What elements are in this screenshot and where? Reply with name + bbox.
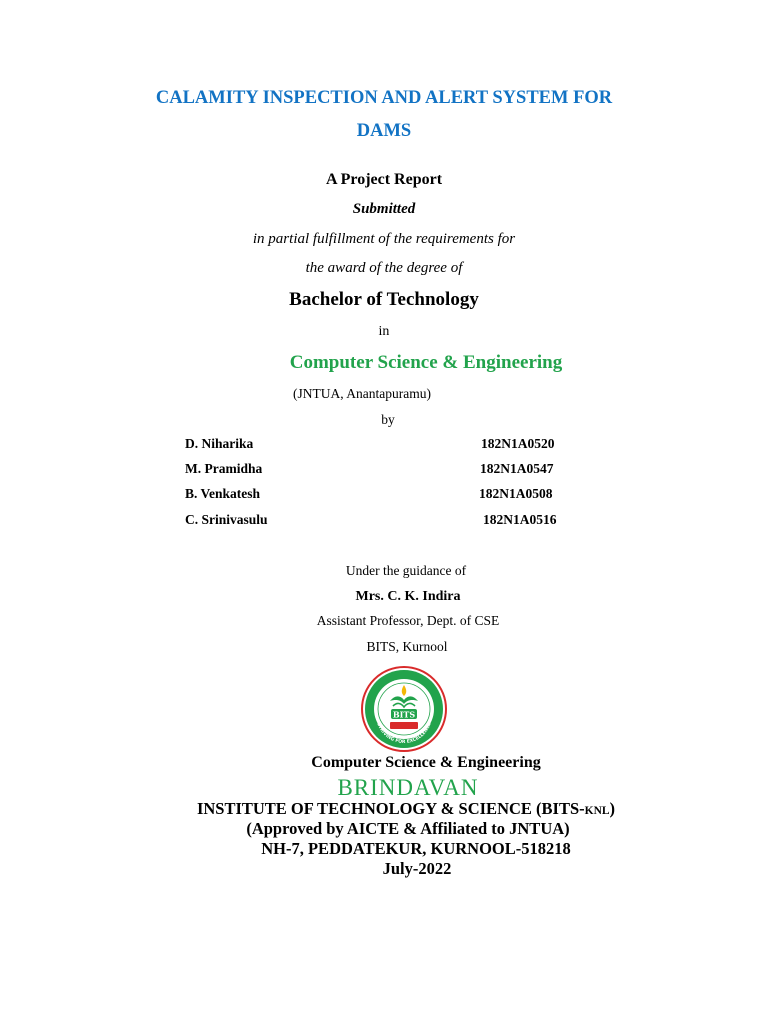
student-roll-number: 182N1A0516 xyxy=(483,512,557,527)
guide-name: Mrs. C. K. Indira xyxy=(355,589,461,604)
institute-line xyxy=(22,799,768,819)
by-label: by xyxy=(381,412,395,427)
student-roll-number: 182N1A0547 xyxy=(480,461,554,476)
student-roll-number: 182N1A0520 xyxy=(481,436,555,451)
report-label: A Project Report xyxy=(325,171,443,188)
address-line: NH-7, PEDDATEKUR, KURNOOL-518218 xyxy=(261,839,571,858)
institute-line-small: KNL xyxy=(584,805,610,817)
university-name: (JNTUA, Anantapuramu) xyxy=(293,386,431,401)
logo-ring-text-bottom: STRIVING FOR EXCELLENCE xyxy=(375,722,433,746)
fulfillment-line-1: in partial fulfillment of the requirements for xyxy=(252,231,516,247)
approval-line: (Approved by AICTE & Affiliated to JNTUA) xyxy=(246,819,570,838)
submitted-label: Submitted xyxy=(352,201,416,217)
department-footer: Computer Science & Engineering xyxy=(311,754,541,771)
institute-line-main: INSTITUTE OF TECHNOLOGY & SCIENCE (BITS- xyxy=(196,799,585,818)
logo-center-text: BITS xyxy=(392,709,416,720)
student-name: M. Pramidha xyxy=(185,461,263,476)
student-name: B. Venkatesh xyxy=(185,486,261,501)
fulfillment-line-2: the award of the degree of xyxy=(305,260,463,276)
project-title-line-2: DAMS xyxy=(356,121,412,141)
project-title-line-1: CALAMITY INSPECTION AND ALERT SYSTEM FOR xyxy=(155,88,613,108)
branch-name: Computer Science & Engineering xyxy=(289,352,563,373)
in-label: in xyxy=(378,324,390,339)
submission-date: July-2022 xyxy=(382,859,452,878)
guide-designation: Assistant Professor, Dept. of CSE xyxy=(316,613,500,628)
college-logo xyxy=(360,665,448,753)
student-name: C. Srinivasulu xyxy=(185,512,268,527)
college-seal-icon xyxy=(360,665,448,753)
student-roll-number: 182N1A0508 xyxy=(479,486,553,501)
institute-line-end: ) xyxy=(609,799,616,818)
student-name: D. Niharika xyxy=(185,436,254,451)
degree-name: Bachelor of Technology xyxy=(289,289,479,310)
guide-college: BITS, Kurnool xyxy=(366,639,448,654)
college-name: BRINDAVAN xyxy=(337,775,479,800)
guidance-label: Under the guidance of xyxy=(345,563,467,578)
logo-ring-text-top xyxy=(360,665,448,667)
